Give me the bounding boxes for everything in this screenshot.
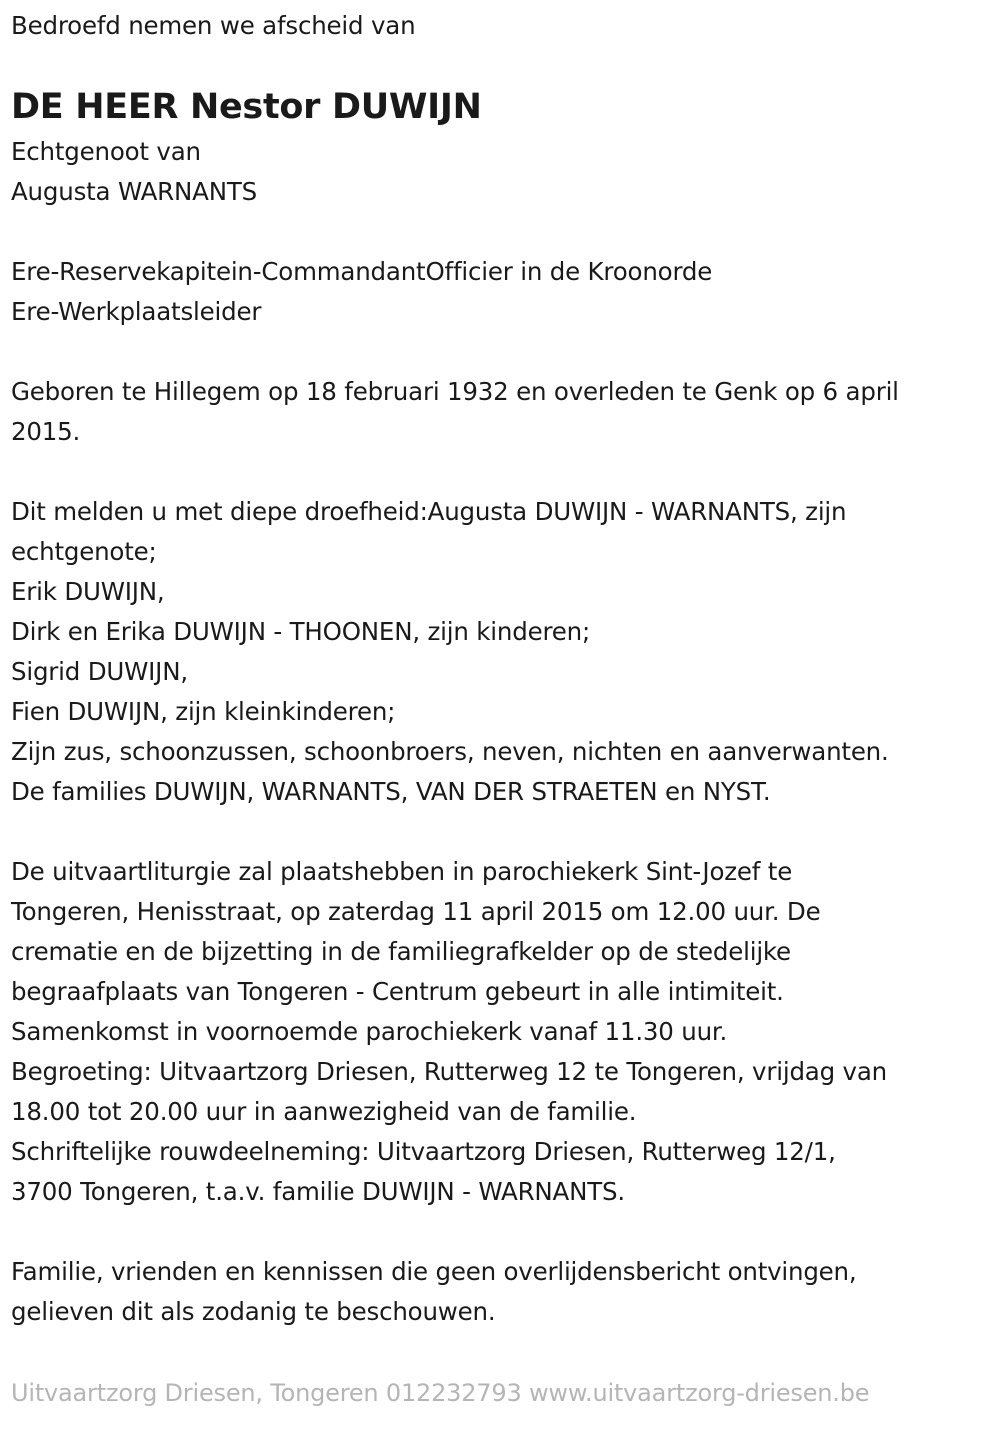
funeral-section: [11, 852, 986, 1212]
closing-section: [11, 1252, 986, 1332]
spouse-label: Echtgenoot van: [11, 137, 201, 166]
spacer: [11, 332, 986, 372]
footer-company: Uitvaartzorg Driesen, Tongeren: [11, 1379, 379, 1407]
footer-website-link[interactable]: www.uitvaartzorg-driesen.be: [528, 1379, 870, 1407]
family-line: De families DUWIJN, WARNANTS, VAN DER STRAETEN en NYST.: [11, 777, 771, 806]
funeral-line: Samenkomst in voornoemde parochiekerk vanaf 11.30 uur.: [11, 1017, 728, 1046]
family-line: echtgenote;: [11, 537, 157, 566]
footer: [11, 1371, 869, 1415]
family-line: Zijn zus, schoonzussen, schoonbroers, neven, nichten en aanverwanten.: [11, 737, 889, 766]
funeral-line: 18.00 tot 20.00 uur in aanwezigheid van de familie.: [11, 1097, 637, 1126]
family-section: [11, 492, 986, 812]
closing-line: gelieven dit als zodanig te beschouwen.: [11, 1297, 496, 1326]
intro-text: Bedroefd nemen we afscheid van: [11, 11, 416, 40]
title-line: Ere-Werkplaatsleider: [11, 297, 262, 326]
closing-line: Familie, vrienden en kennissen die geen overlijdensbericht ontvingen,: [11, 1257, 857, 1286]
spacer: [11, 812, 986, 852]
spacer: [11, 452, 986, 492]
family-line: Dit melden u met diepe droefheid:Augusta DUWIJN - WARNANTS, zijn: [11, 497, 847, 526]
birth-death-line: Geboren te Hillegem op 18 februari 1932 en overleden te Genk op 6 april: [11, 377, 899, 406]
family-line: Fien DUWIJN, zijn kleinkinderen;: [11, 697, 396, 726]
obituary-notice: [11, 6, 986, 1332]
spacer: [11, 1212, 986, 1252]
spouse-name: Augusta WARNANTS: [11, 177, 257, 206]
funeral-line: Begroeting: Uitvaartzorg Driesen, Rutterweg 12 te Tongeren, vrijdag van: [11, 1057, 887, 1086]
birth-death-section: [11, 372, 986, 452]
funeral-line: crematie en de bijzetting in de familiegrafkelder op de stedelijke: [11, 937, 791, 966]
funeral-line: Schriftelijke rouwdeelneming: Uitvaartzorg Driesen, Rutterweg 12/1,: [11, 1137, 836, 1166]
funeral-line: De uitvaartliturgie zal plaatshebben in parochiekerk Sint-Jozef te: [11, 857, 793, 886]
footer-phone: 012232793: [385, 1379, 522, 1407]
family-line: Dirk en Erika DUWIJN - THOONEN, zijn kinderen;: [11, 617, 591, 646]
birth-death-line: 2015.: [11, 417, 81, 446]
funeral-line: begraafplaats van Tongeren - Centrum gebeurt in alle intimiteit.: [11, 977, 784, 1006]
family-line: Sigrid DUWIJN,: [11, 657, 188, 686]
funeral-line: 3700 Tongeren, t.a.v. familie DUWIJN - WARNANTS.: [11, 1177, 625, 1206]
spacer: [11, 212, 986, 252]
funeral-line: Tongeren, Henisstraat, op zaterdag 11 april 2015 om 12.00 uur. De: [11, 897, 821, 926]
family-line: Erik DUWIJN,: [11, 577, 165, 606]
title-line: Ere-Reservekapitein-CommandantOfficier in de Kroonorde: [11, 257, 713, 286]
titles-section: [11, 252, 986, 332]
deceased-name: DE HEER Nestor DUWIJN: [11, 87, 482, 127]
